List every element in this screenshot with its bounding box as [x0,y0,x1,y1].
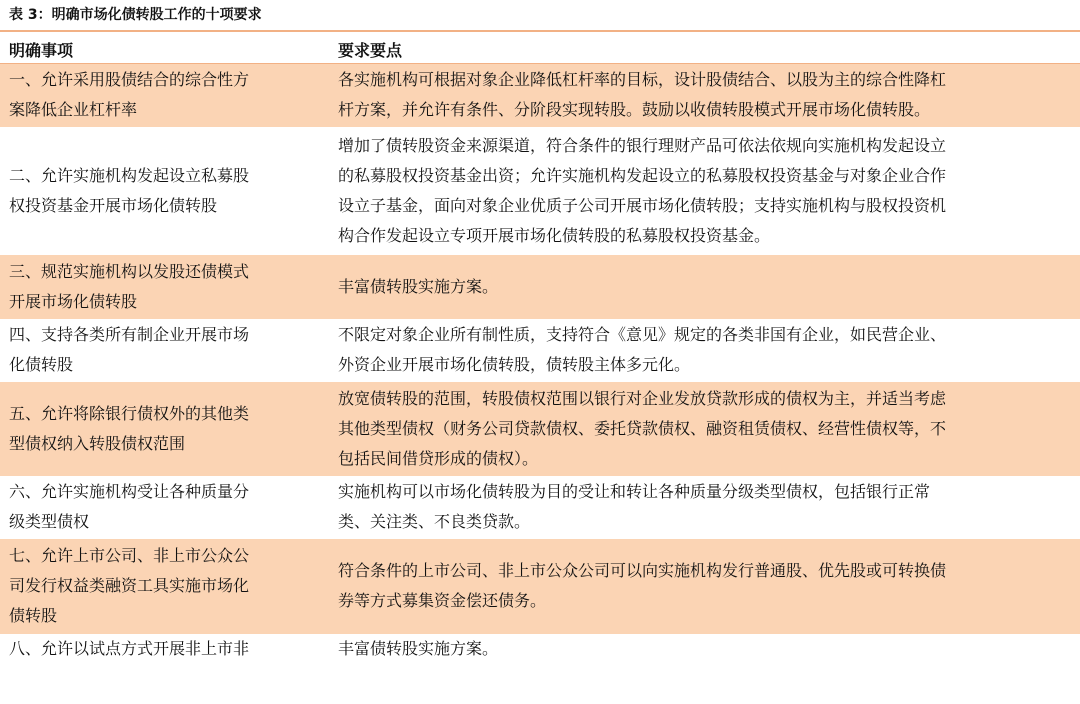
table-row [0,539,1080,634]
points-line: 各实施机构可根据对象企业降低杠杆率的目标，设计股债结合、以股为主的综合性降杠 [338,70,947,90]
points-line: 其他类型债权（财务公司贷款债权、委托贷款债权、融资租赁债权、经营性债权等，不 [338,418,947,438]
row-points-cell [329,634,1080,665]
item-line: 司发行权益类融资工具实施市场化 [9,576,250,595]
item-line: 四、支持各类所有制企业开展市场 [9,325,250,344]
header-points: 要求要点 [329,31,1080,64]
table-row [0,64,1080,127]
item-line: 案降低企业杠杆率 [9,100,138,120]
header-item: 明确事项 [0,31,329,64]
requirements-table [0,30,1080,665]
table-row [0,255,1080,319]
table-body [0,64,1080,665]
row-points-cell [329,382,1080,476]
points-line: 增加了债转股资金来源渠道，符合条件的银行理财产品可依法依规向实施机构发起设立 [338,135,947,155]
points-line: 包括民间借贷形成的债权）。 [338,448,539,468]
row-points-cell [329,539,1080,634]
points-line: 构合作发起设立专项开展市场化债转股的私募股权投资基金。 [338,225,771,245]
points-line: 符合条件的上市公司、非上市公众公司可以向实施机构发行普通股、优先股或可转换债 [338,561,947,580]
item-line: 七、允许上市公司、非上市公众公 [9,546,250,565]
item-line: 开展市场化债转股 [9,291,138,311]
points-line: 的私募股权投资基金出资；允许实施机构发起设立的私募股权投资基金与对象企业合作 [338,165,947,185]
table-row [0,382,1080,476]
table-row [0,319,1080,382]
row-item-cell [0,382,329,476]
row-item-cell [0,634,329,665]
item-line: 化债转股 [9,355,74,374]
points-line: 类、关注类、不良类贷款。 [338,512,531,531]
points-line: 杆方案，并允许有条件、分阶段实现转股。鼓励以收债转股模式开展市场化债转股。 [338,100,931,120]
item-line: 三、规范实施机构以发股还债模式 [9,261,250,281]
points-line: 外资企业开展市场化债转股，债转股主体多元化。 [338,355,691,374]
table-caption: 表 3：明确市场化债转股工作的十项要求 [9,7,262,23]
row-points-cell [329,127,1080,255]
row-item-cell [0,127,329,255]
points-line: 设立子基金，面向对象企业优质子公司开展市场化债转股；支持实施机构与股权投资机 [338,195,947,215]
item-line: 级类型债权 [9,512,90,531]
item-line: 债转股 [9,606,58,625]
row-points-cell [329,64,1080,127]
table-row [0,476,1080,539]
points-line: 实施机构可以市场化债转股为目的受让和转让各种质量分级类型债权，包括银行正常 [338,482,931,501]
points-line: 丰富债转股实施方案。 [338,639,499,658]
row-points-cell [329,255,1080,319]
points-line: 丰富债转股实施方案。 [338,276,499,296]
item-line: 六、允许实施机构受让各种质量分 [9,482,250,501]
item-line: 二、允许实施机构发起设立私募股 [9,165,250,185]
row-item-cell [0,319,329,382]
points-line: 不限定对象企业所有制性质，支持符合《意见》规定的各类非国有企业，如民营企业、 [338,325,947,344]
table-row [0,127,1080,255]
row-item-cell [0,476,329,539]
item-line: 型债权纳入转股债权范围 [9,433,186,453]
row-item-cell [0,255,329,319]
row-item-cell [0,64,329,127]
item-line: 五、允许将除银行债权外的其他类 [9,403,250,423]
row-points-cell [329,476,1080,539]
table-row [0,634,1080,665]
table-header-row [0,31,1080,64]
item-line: 一、允许采用股债结合的综合性方 [9,70,250,90]
row-item-cell [0,539,329,634]
item-line: 八、允许以试点方式开展非上市非 [9,639,250,658]
points-line: 放宽债转股的范围，转股债权范围以银行对企业发放贷款形成的债权为主，并适当考虑 [338,388,947,408]
item-line: 权投资基金开展市场化债转股 [9,195,218,215]
points-line: 券等方式募集资金偿还债务。 [338,591,547,610]
row-points-cell [329,319,1080,382]
